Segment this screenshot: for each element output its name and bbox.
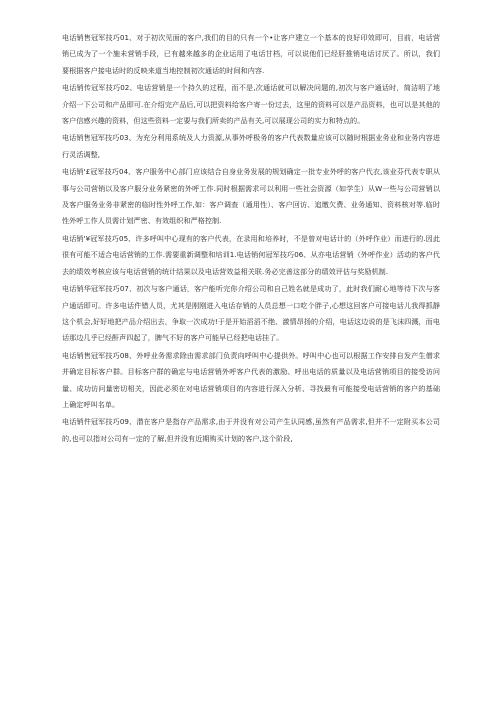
paragraph-tip-04: 电话销'£冠军技巧04、客户服务中心部门应该结合自身业务发展的规划确定一批专业外呼的客户代衣,该业芬代表专职从事与公司营销以及客户服分业务紧密的外呼工作.同时根据需求可以利用一些社会资源（如学生）从W一些与公司营销以及客户服务业务非紧密的临时性外呼工作,如：客户调查（通用性）、客户回访、追缴欠费、业务通知、资料核对等.临时性外呼工作人员需计划严密、有效组织和严格控制. [62, 167, 440, 226]
paragraph-tip-08: 电话销售冠军技巧08、外呼业务需求除由需求部门负责向呼叫中心提供外。呼叫中心也可以根据工作安排自发产生僧求并确定目标客户群。目标客户群的确定与电话营销外呼客户代表的激励、呼出电话的质量以及电话营销项目的接受访问量、成功访问量密切相关，因此必须在对电话营销项目的内容进行深入分析、寻找最有可能接受电话营销的客户的基础上确定呼叫名单。 [62, 350, 440, 409]
paragraph-tip-07: 电话销华冠军技巧07、初次与客户通话，客户能听完你介绍公司和自己姓名就是成功了，此时我们耐心地等待下次与客户通话即可。许多电话件错人员，尤其是刚刚进入电话存销的人员总想一口吃个胖子,心想这回客户可接电话儿我得抓靜这个机会,好好地把产品介绍出去，争取一次成功!于是开始滔滔不绝、激情昂扬的介绍，电话这边说的是飞沫四溅，而电话那边几乎已经酐声四起了，脾气不好的客户可能早已经把电话挂了。 [62, 284, 440, 343]
document-page [62, 30, 440, 448]
paragraph-tip-03: 电话销售冠军技巧03、为充分利用系统及人力资源,从事外呼极务的客户代表数量应该可以随时根据业务业和业务内容进行灵活调整, [62, 133, 440, 159]
paragraph-tip-09: 电话销件冠军技巧09、潜在客户是指存产品需求,由于并没有对公司产生认同感,虽然有产品需求,但并不一定附买本公司的,也可以指对公司有一定的了解,但并没有近期购买计划的客户,这个阶段, [62, 417, 440, 443]
paragraph-tip-05-06: 电话销'¥冠军技巧05、许多呼叫中心现有的客户代表，在录用和培养时，不是曾对电话计的（外呼作业）而进行的.因此很有可能不适合电话营销的工作.需要重新调整和培训1.电话销何冠军技巧06、从亦电话营销（外呼作业）活动的客户代去的绩效考核应该与电话营销的统计结果以及电话营效益相关联.务必完善这部分的绩效评估与奖励机制. [62, 233, 440, 276]
paragraph-tip-01: 电话销售冠军技巧01、对于初次见面的客户,我们的目的只有一个•让客户建立一个基本的良好印效即可，目前，电话营销已成为了一个施未营销手段，已有越来越多的企业运用了电话甘档，可以说他们已经肝推销电话讨厌了。所以，我们要根据客户接电话时的反映来道当地控制初次通话的时间和内容. [62, 33, 440, 75]
paragraph-tip-02: 电话销传冠军技巧02、电话营销是一个持久的过程，而不是,次通话就可以解决问题的,初次与客户通话时，简洁明了地介绍一下公司和产品即可.在介绍完产品后,可以把资料给客户寄一份过去，这里的资料可以是产品资料，也可以是其他的客户信感兴趣的资料，但这些资料一定要与我们所卖的产品有关,可以展现公司的实力和特点的。 [62, 83, 440, 126]
